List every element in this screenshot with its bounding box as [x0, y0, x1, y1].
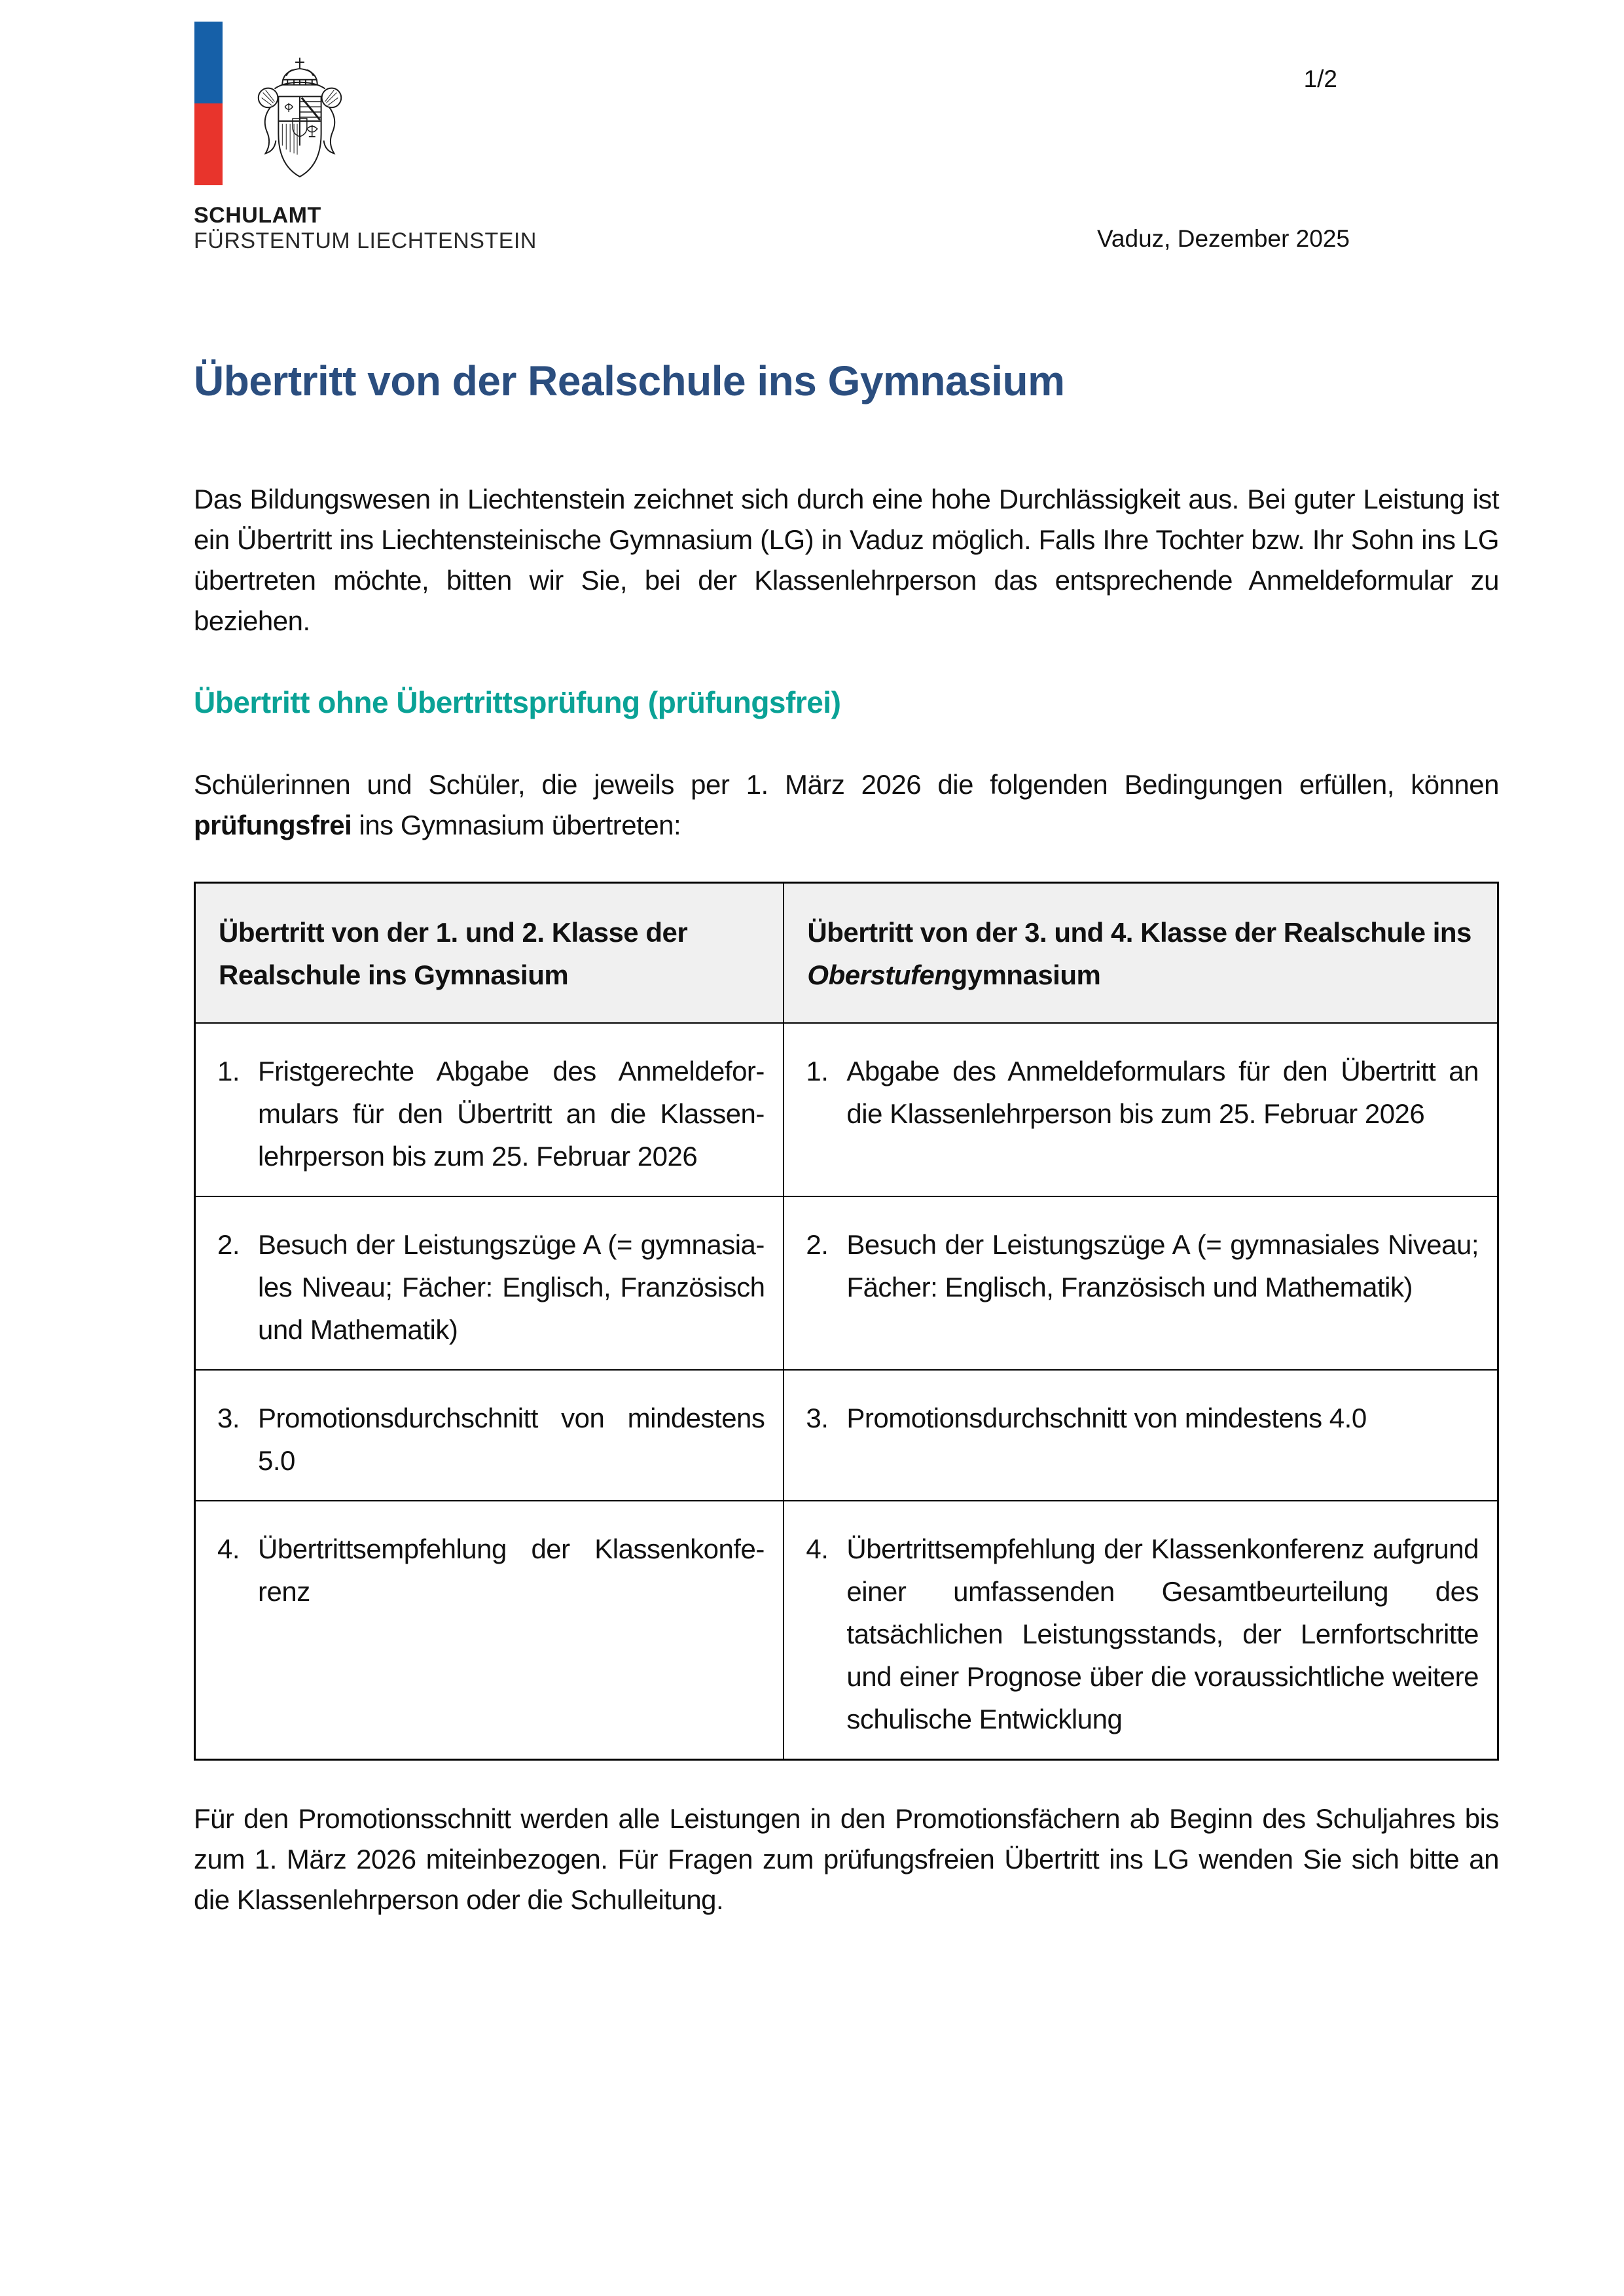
lead-text-bold: prüfungsfrei — [194, 810, 352, 840]
intro-paragraph: Das Bildungswesen in Liechtenstein zeichnet sich durch eine hohe Durchlässigkeit aus. Bei guter Leistung ist ein Übertritt ins Liechtensteinische Gymnasium (LG) in Vaduz möglich. Falls Ihre Tochter bzw. Ihr Sohn ins LG übertreten möchte, bitten wir Sie, bei der Klassenlehrperson das entsprechende Anmeldeformular zu beziehen. — [194, 484, 1499, 636]
condition-1-left: 1. Fristgerechte Abgabe des Anmeldeformulars für den Übertritt an die Klassenlehrperson bis zum 25. Februar 2026 — [195, 1023, 784, 1196]
lead-text-after: ins Gymnasium übertreten: — [352, 810, 681, 840]
condition-3-right: 3. Promotionsdurchschnitt von mindestens 4.0 — [784, 1370, 1498, 1501]
table-row — [195, 1501, 1498, 1760]
condition-2-right: 2. Besuch der Leistungszüge A (= gymnasiales Niveau; Fächer: Englisch, Französisch und Mathematik) — [784, 1196, 1498, 1370]
page-title: Übertritt von der Realschule ins Gymnasium — [194, 357, 1065, 404]
page-number: 1/2 — [1303, 65, 1337, 92]
lead-text-before: Schülerinnen und Schüler, die jeweils per 1. März 2026 die folgenden Bedingungen erfüllen, können — [194, 769, 1499, 800]
table-header-right: Übertritt von der 3. und 4. Klasse der Realschule ins Oberstufengymnasium — [784, 883, 1498, 1024]
table-row — [195, 1023, 1498, 1196]
lead-paragraph — [194, 764, 1499, 846]
oberstufen-italic: Oberstufen — [807, 960, 951, 990]
place-date: Vaduz, Dezember 2025 — [1097, 225, 1350, 252]
section-heading: Übertritt ohne Übertrittsprüfung (prüfungsfrei) — [194, 685, 841, 719]
org-name: SCHULAMT — [194, 203, 321, 228]
condition-1-right: 1. Abgabe des Anmeldeformulars für den Übertritt an die Klassenlehrperson bis zum 25. Februar 2026 — [784, 1023, 1498, 1196]
document-body — [194, 0, 1499, 1920]
condition-4-right: 4. Übertrittsempfehlung der Klassenkonferenz aufgrund einer umfassenden Gesamtbeurteilung des tatsächlichen Leistungsstands, der Lernfortschritte und einer Prognose über die voraussichtliche weitere schulische Entwicklung — [784, 1501, 1498, 1760]
table-row — [195, 1196, 1498, 1370]
country-name: FÜRSTENTUM LIECHTENSTEIN — [194, 228, 537, 253]
table-header-row — [195, 883, 1498, 1024]
table-header-left: Übertritt von der 1. und 2. Klasse der Realschule ins Gymnasium — [195, 883, 784, 1024]
condition-3-left: 3. Promotionsdurchschnitt von mindestens 5.0 — [195, 1370, 784, 1501]
condition-2-left: 2. Besuch der Leistungszüge A (= gymnasiales Niveau; Fächer: Englisch, Französisch und Mathematik) — [195, 1196, 784, 1370]
table-row — [195, 1370, 1498, 1501]
outro-paragraph: Für den Promotionsschnitt werden alle Leistungen in den Promotionsfächern ab Beginn des Schuljahres bis zum 1. März 2026 miteinbezogen. Für Fragen zum prüfungsfreien Übertritt ins LG wenden Sie sich bitte an die Klassenlehrperson oder die Schulleitung. — [194, 1803, 1499, 1915]
condition-4-left: 4. Übertrittsempfehlung der Klassenkonferenz — [195, 1501, 784, 1760]
conditions-table — [194, 882, 1499, 1761]
